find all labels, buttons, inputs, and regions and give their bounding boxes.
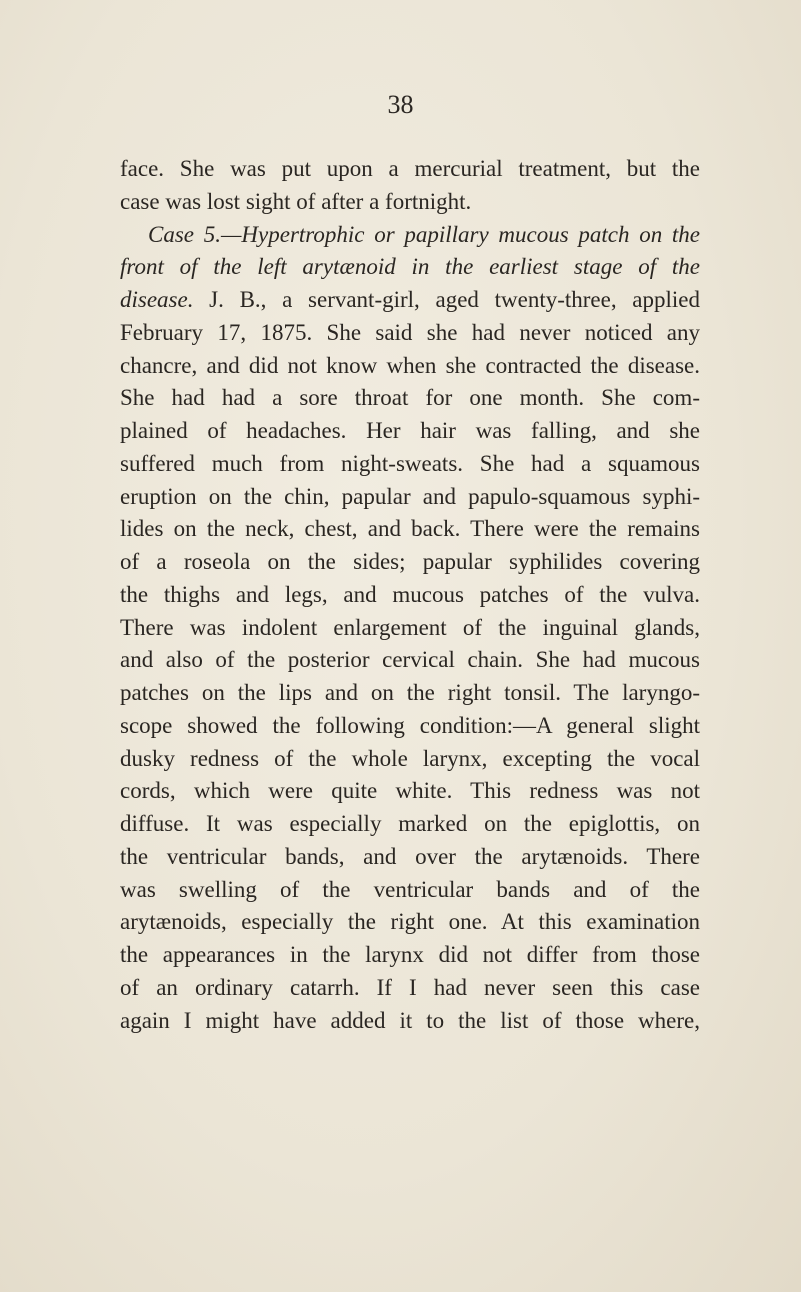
text-line: case was lost sight of after a fortnight. bbox=[120, 188, 472, 214]
text-line: diffuse. It was especially marked on the epiglottis, on bbox=[120, 811, 700, 836]
case-intro: J. B., a servant-girl, aged twenty-three, applied bbox=[193, 287, 700, 312]
page-number: 38 bbox=[387, 90, 414, 119]
text-line bbox=[120, 284, 700, 317]
text-line: of a roseola on the sides; papular syphilides covering bbox=[120, 549, 700, 574]
text-line: arytænoids, especially the right one. At this examination bbox=[120, 909, 700, 935]
text-line: February 17, 1875. She said she had never noticed any bbox=[120, 319, 700, 345]
text-line: of an ordinary catarrh. If I had never seen this case bbox=[120, 974, 700, 1000]
text-line: scope showed the following condition:—A general slight bbox=[120, 712, 700, 738]
text-line: and also of the posterior cervical chain. She had mucous bbox=[120, 647, 700, 673]
text-line: patches on the lips and on the right tonsil. The laryngo- bbox=[120, 680, 700, 705]
text-line: face. She was put upon a mercurial treatment, but the bbox=[120, 156, 700, 181]
text-line: eruption on the chin, papular and papulo-squamous syphi- bbox=[120, 483, 700, 509]
text-line: the ventricular bands, and over the arytænoids. There bbox=[120, 843, 700, 869]
text-line: dusky redness of the whole larynx, excepting the vocal bbox=[120, 745, 700, 771]
case-title: disease. bbox=[120, 287, 194, 312]
text-line: lides on the neck, chest, and back. There were the remains bbox=[120, 516, 700, 542]
text-line: the thighs and legs, and mucous patches of the vulva. bbox=[120, 581, 700, 607]
case-label: Case 5. bbox=[148, 221, 221, 247]
case-heading-line bbox=[120, 219, 700, 252]
text-line: the appearances in the larynx did not differ from those bbox=[120, 942, 700, 967]
text-line: She had had a sore throat for one month. She com- bbox=[120, 385, 700, 411]
text-line: again I might have added it to the list of those where, bbox=[120, 1007, 700, 1033]
text-line: chancre, and did not know when she contracted the disease. bbox=[120, 352, 700, 378]
case-title-line: front of the left arytænoid in the earliest stage of the bbox=[120, 254, 700, 280]
case-title: —Hypertrophic or papillary mucous patch on the bbox=[220, 221, 700, 247]
text-line: plained of headaches. Her hair was falling, and she bbox=[120, 418, 700, 443]
body-text bbox=[120, 153, 700, 1037]
text-line: cords, which were quite white. This redness was not bbox=[120, 778, 700, 804]
text-line: was swelling of the ventricular bands and of the bbox=[120, 876, 700, 902]
text-line: suffered much from night-sweats. She had a squamous bbox=[120, 450, 700, 476]
text-line: There was indolent enlargement of the inguinal glands, bbox=[120, 614, 700, 640]
